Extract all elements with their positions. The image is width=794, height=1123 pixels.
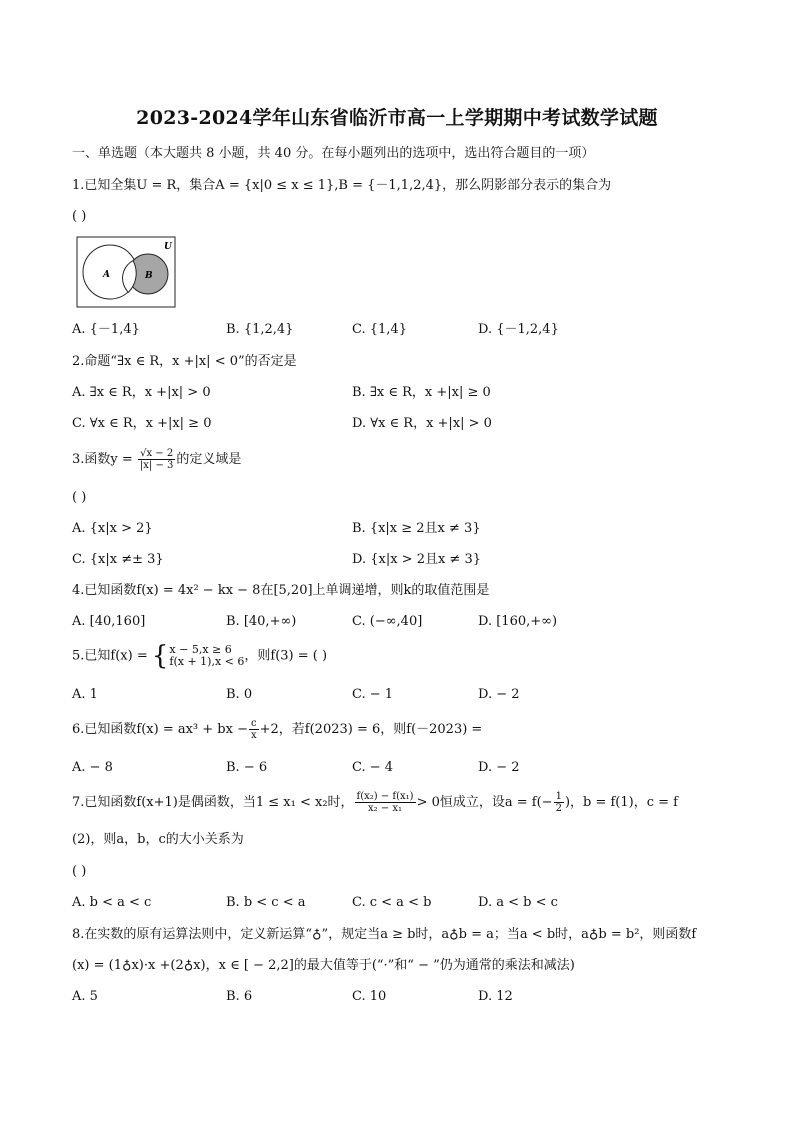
q6-option-d[interactable]: D. − 2: [478, 760, 520, 775]
q2-option-d[interactable]: D. ∀x ∈ R，x +|x| > 0: [352, 416, 492, 431]
q3-numerator: √x − 2: [138, 448, 175, 460]
q1-option-c[interactable]: C. {1,4}: [352, 322, 407, 337]
q2-option-b[interactable]: B. ∃x ∈ R，x +|x| ≥ 0: [352, 385, 491, 400]
q8-option-a[interactable]: A. 5: [72, 989, 98, 1004]
q5-case-1: x − 5,x ≥ 6: [169, 643, 232, 656]
q3-option-b[interactable]: B. {x|x ≥ 2且x ≠ 3}: [352, 521, 481, 536]
q6-prefix: 6.已知函数f(x) = ax³ + bx −: [72, 722, 248, 737]
q7-option-d[interactable]: D. a < b < c: [478, 895, 558, 910]
q1-option-d[interactable]: D. {－1,2,4}: [478, 322, 559, 337]
q4-option-b[interactable]: B. [40,+∞): [226, 614, 297, 629]
venn-label-b: B: [145, 271, 153, 281]
q7-option-a[interactable]: A. b < a < c: [72, 895, 152, 910]
q5-suffix: ，则f(3) = ( ): [244, 648, 328, 664]
q6-fraction: [249, 718, 259, 741]
venn-label-a: A: [103, 270, 110, 280]
q3-denominator: |x| − 3: [139, 460, 174, 471]
q7-option-c[interactable]: C. c < a < b: [352, 895, 432, 910]
q5-option-a[interactable]: A. 1: [72, 687, 98, 702]
q1-option-b[interactable]: B. {1,2,4}: [226, 322, 294, 337]
q2-stem: 2.命题“∃x ∈ R，x +|x| < 0”的否定是: [72, 354, 297, 369]
q7-half-denominator: 2: [555, 803, 562, 814]
q3-prefix: 3.函数y =: [72, 452, 137, 467]
q5-prefix: 5.已知f(x) =: [72, 648, 152, 664]
q5-option-b[interactable]: B. 0: [226, 687, 253, 702]
q7-option-b[interactable]: B. b < c < a: [226, 895, 306, 910]
q5-option-c[interactable]: C. − 1: [352, 687, 394, 702]
q5-stem: [72, 643, 327, 669]
q3-suffix: 的定义域是: [176, 452, 242, 467]
q6-denominator: x: [250, 730, 257, 741]
q6-stem: [72, 718, 482, 741]
q3-option-c[interactable]: C. {x|x ≠± 3}: [72, 552, 164, 567]
section-heading: 一、单选题（本大题共 8 小题，共 40 分。在每小题列出的选项中，选出符合题目的一项）: [72, 146, 595, 161]
q6-numerator: c: [249, 718, 259, 730]
q5-case-2: f(x + 1),x < 6: [169, 655, 245, 668]
q6-option-b[interactable]: B. − 6: [226, 760, 268, 775]
q4-stem: 4.已知函数f(x) = 4x² − kx − 8在[5,20]上单调递增，则k的取值范围是: [72, 583, 490, 598]
q7-paren: ( ): [72, 864, 87, 879]
q5-option-d[interactable]: D. − 2: [478, 687, 520, 702]
q8-option-b[interactable]: B. 6: [226, 989, 253, 1004]
q7-prefix: 7.已知函数f(x+1)是偶函数，当1 ≤ x₁ < x₂时，: [72, 795, 354, 810]
q3-fraction: [138, 448, 175, 471]
q5-brace: {: [151, 641, 169, 671]
q6-suffix: +2，若f(2023) = 6，则f(－2023) =: [259, 722, 483, 737]
q8-option-c[interactable]: C. 10: [352, 989, 387, 1004]
q1-option-a[interactable]: A. {－1,4}: [72, 322, 140, 337]
q4-option-d[interactable]: D. [160,+∞): [478, 614, 558, 629]
q5-cases: [169, 644, 244, 668]
q4-option-a[interactable]: A. [40,160]: [72, 614, 146, 629]
page-title: 2023-2024学年山东省临沂市高一上学期期中考试数学试题: [136, 107, 658, 129]
q8-option-d[interactable]: D. 12: [478, 989, 513, 1004]
q7-half: [554, 791, 564, 814]
venn-label-u: U: [164, 242, 172, 252]
q8-stem-line-2: (x) = (1♁x)·x +(2♁x)，x ∈ [ − 2,2]的最大值等于(“·”和“ − ”仍为通常的乘法和减法): [72, 958, 575, 973]
q8-stem-line-1: 8.在实数的原有运算法则中，定义新运算“♁”，规定当a ≥ b时，a♁b = a；当a < b时，a♁b = b²，则函数f: [72, 927, 697, 942]
q3-stem: [72, 448, 241, 471]
q7-stem-line-2: (2)，则a，b，c的大小关系为: [72, 832, 244, 847]
q7-fraction: [355, 791, 416, 814]
q2-option-a[interactable]: A. ∃x ∈ R，x +|x| > 0: [72, 385, 211, 400]
q7-mid: > 0恒成立，设a = f(−: [416, 795, 553, 810]
q3-paren: ( ): [72, 490, 87, 505]
q6-option-a[interactable]: A. − 8: [72, 760, 113, 775]
q6-option-c[interactable]: C. − 4: [352, 760, 394, 775]
q7-numerator: f(x₂) − f(x₁): [356, 791, 414, 802]
q7-half-numerator: 1: [555, 791, 562, 802]
q2-option-c[interactable]: C. ∀x ∈ R，x +|x| ≥ 0: [72, 416, 212, 431]
q3-option-a[interactable]: A. {x|x > 2}: [72, 521, 153, 536]
q7-stem-line-1: [72, 791, 678, 814]
q7-suffix: )，b = f(1)，c = f: [564, 795, 678, 810]
q1-paren: ( ): [72, 209, 87, 224]
venn-diagram: [76, 236, 176, 308]
q1-stem: 1.已知全集U = R，集合A = {x|0 ≤ x ≤ 1},B = {－1,1,2,4}，那么阴影部分表示的集合为: [72, 178, 612, 193]
q4-option-c[interactable]: C. (−∞,40]: [352, 614, 423, 629]
q3-option-d[interactable]: D. {x|x > 2且x ≠ 3}: [352, 552, 481, 567]
q7-denominator: x₂ − x₁: [368, 803, 403, 814]
